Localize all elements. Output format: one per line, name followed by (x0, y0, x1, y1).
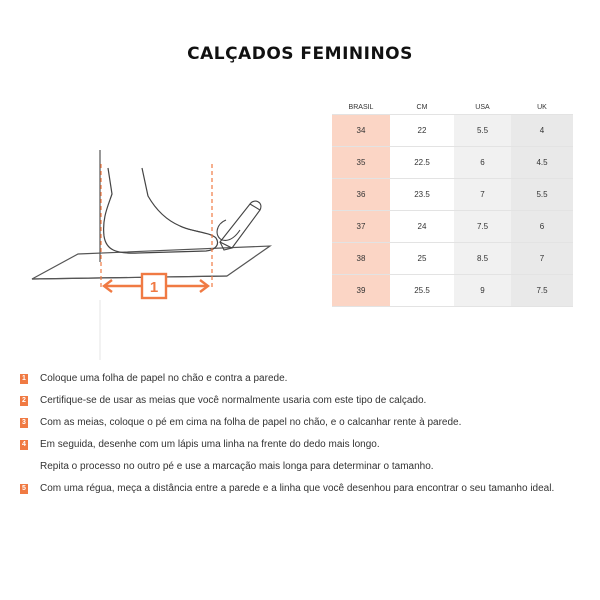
table-cell: 7.5 (511, 275, 573, 307)
step-number-badge: 4 (20, 440, 28, 450)
table-cell: 7.5 (454, 211, 511, 243)
table-row (332, 115, 573, 147)
column-header: UK (511, 100, 573, 115)
column-header: USA (454, 100, 511, 115)
table-row (332, 243, 573, 275)
table-cell: 6 (454, 147, 511, 179)
table-cell: 5.5 (454, 115, 511, 147)
foot-outline (104, 168, 218, 253)
table-cell: 35 (332, 147, 390, 179)
table-cell: 4.5 (511, 147, 573, 179)
step-text: Repita o processo no outro pé e use a marcação mais longa para determinar o tamanho. (40, 461, 434, 472)
pencil-icon (217, 201, 261, 250)
step-number-badge: 1 (20, 374, 28, 384)
table-cell: 22.5 (390, 147, 454, 179)
table-cell: 34 (332, 115, 390, 147)
table-cell: 37 (332, 211, 390, 243)
table-cell: 9 (454, 275, 511, 307)
table-cell: 36 (332, 179, 390, 211)
column-header: CM (390, 100, 454, 115)
table-cell: 6 (511, 211, 573, 243)
step-text: Certifique-se de usar as meias que você normalmente usaria com este tipo de calçado. (40, 395, 427, 406)
step-4 (20, 438, 580, 473)
table-row (332, 275, 573, 307)
column-header: BRASIL (332, 100, 390, 115)
foot-measurement-illustration (20, 150, 290, 370)
step-text: Coloque uma folha de papel no chão e contra a parede. (40, 373, 288, 384)
table-row (332, 179, 573, 211)
table-cell: 8.5 (454, 243, 511, 275)
table-cell: 22 (390, 115, 454, 147)
step-1 (20, 372, 580, 385)
table-cell: 38 (332, 243, 390, 275)
step-5 (20, 482, 580, 495)
table-row (332, 211, 573, 243)
table-cell: 23.5 (390, 179, 454, 211)
table-cell: 24 (390, 211, 454, 243)
table-cell: 4 (511, 115, 573, 147)
step-text: Com uma régua, meça a distância entre a parede e a linha que você desenhou para encontrar o seu tamanho ideal. (40, 483, 555, 494)
page-title: CALÇADOS FEMININOS (187, 44, 413, 64)
table-cell: 25 (390, 243, 454, 275)
table-cell: 7 (511, 243, 573, 275)
table-cell: 5.5 (511, 179, 573, 211)
table-cell: 39 (332, 275, 390, 307)
step-number-badge: 5 (20, 484, 28, 494)
step-number-badge: 3 (20, 418, 28, 428)
marker-label: 1 (149, 279, 159, 296)
size-table (332, 100, 573, 307)
size-table-header (332, 100, 573, 115)
step-3 (20, 416, 580, 429)
step-text: Com as meias, coloque o pé em cima na folha de papel no chão, e o calcanhar rente à parede. (40, 417, 462, 428)
table-cell: 7 (454, 179, 511, 211)
step-2 (20, 394, 580, 407)
table-row (332, 147, 573, 179)
table-cell: 25.5 (390, 275, 454, 307)
step-text: Em seguida, desenhe com um lápis uma linha na frente do dedo mais longo. (40, 439, 380, 450)
instruction-steps (20, 372, 580, 504)
step-number-badge: 2 (20, 396, 28, 406)
